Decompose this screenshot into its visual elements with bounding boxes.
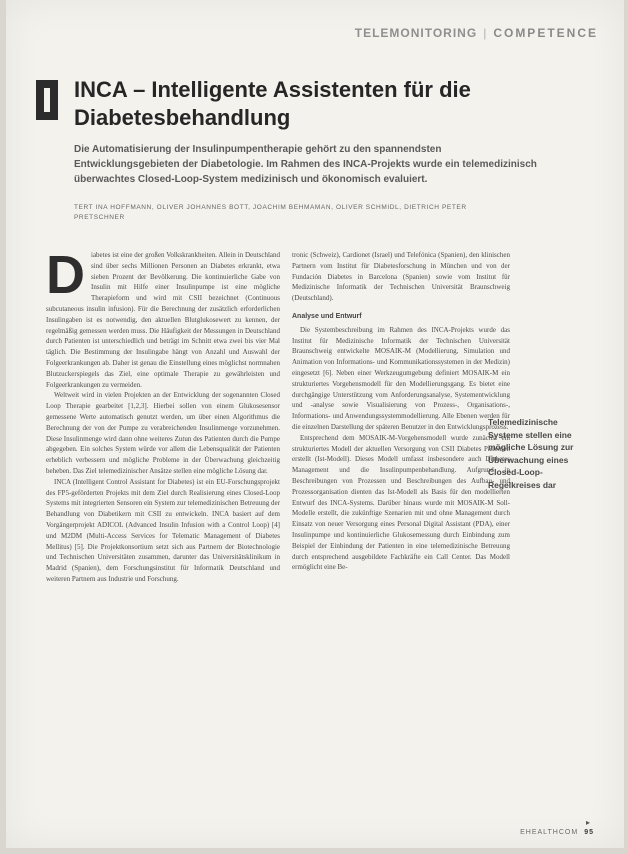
subheading-analysis: Analyse und Entwurf: [292, 312, 362, 320]
magazine-page: [6, 0, 624, 848]
header-kicker: TELEMONITORING: [354, 26, 478, 40]
right-paragraph-2: Die Systembeschreibung im Rahmen des INCA-Projekts wurde das Institut für Medizinische Informatik der Technischen Universität Braunschweig entwickelte MOSAIK-M (Modellierung, Simulation und Animation von Informations- und Kommunikationssystemen in der Medizin) eingesetzt [6]. Neben einer Werkzeugumgebung definiert MOSAIK-M ein strukturiertes Vorgehensmodell für den Modellierungsgang. Es bietet eine durchgängige Unterstützung vom Anforderungsanalyse, Systementwicklung und -analyse sowie Visualisierung von Prozess-, Organisations-, Informations- und Anwendungssystemmodellierung. Alle Ebenen werden für die einzelnen Darstellung der späteren Benutzer in den Entwicklungsprozess.: [292, 325, 510, 431]
right-paragraph-3: Entsprechend dem MOSAIK-M-Vorgehensmodell wurde zunächst ein strukturiertes Modell der aktuellen Versorgung von CSII Diabetes Patienten erstellt (Ist-Modell). Dieses Modell umfasst insbesondere auch Diabetes Management und die Insulinpumpenbehandlung. Aufgrund in Beschreibungen von Prozessen und Beschreibungen des Aufbau- und Prozessorganisation dienten das Ist-Modell als Basis für den modellierten Entwurf des INCA-Systems. Darüber hinaus wurde mit MOSAIK-M Soll-Modelle erstellt, die zukünftige Szenarien mit und ohne Management durch Einsatz von neuer Versorgung eines Personal Digital Assistant (PDA), einer Insulinpumpe und kontinuierliche Glukosemessung durch Einbindung zum Beispiel der Einbindung der Patienten in eine telemedizinische Betreuung durch entsprechend ausgebildete Fachkräfte ein Call Center. Das Modell ermöglicht eine Be-: [292, 433, 510, 572]
right-column: [292, 250, 510, 573]
page-number: 95: [584, 829, 594, 836]
left-paragraph-2: Weltweit wird in vielen Projekten an der Entwicklung der sogenannten Closed Loop Therapie gearbeitet [1,2,3]. Hierbei sollen von einem Glukosesensor gemessene Werte automatisch genutzt werden, um über einen Algorithmus die Berechnung der von der Pumpe zu verabreichenden Insulinmenge vorzunehmen. Diese Insulinmenge wird dann ohne weiteres Zutun des Patienten durch die Pumpe abgegeben. Ein solches System würde vor allem die Lebensqualität der Patienten erheblich verbessern und mögliche Probleme in der Überwachung gleichzeitig beheben. Das Ziel telemedizinischer Ansätze stellen eine mögliche Lösung dar.: [46, 391, 280, 475]
header-separator: |: [483, 26, 488, 40]
section-header: [355, 26, 598, 40]
article-authors: TERT INA HOFFMANN, OLIVER JOHANNES BOTT, JOACHIM BEHMAMAN, OLIVER SCHMIDL, DIETRICH PETER PRETSCHNER: [74, 204, 467, 221]
continue-arrow-icon: ▸: [586, 818, 591, 827]
right-paragraph-1: tronic (Schweiz), Cardionet (Israel) und Telefónica (Spanien), den klinischen Partnern vom Institut für Diabetesforschung in München und von der Fundación Diabetes in Barcelona (Spanien) sowie vom Institut für Medizinische Informatik der Technischen Universität Braunschweig (Deutschland).: [292, 251, 510, 303]
left-paragraph-3: INCA (Intelligent Control Assistant for Diabetes) ist ein EU-Forschungsprojekt des FP5-geförderten Projekts mit dem Ziel durch Realisierung eines Closed-Loop Systems mit integrierten Sensoren ein System zur telemedizinischen Betreuung der Behandlung von Diabetikern mit CSII zu entwickeln. INCA basiert auf dem Vorgängerprojekt ADICOL (Advanced Insulin Infusion with a Control Loop) [4] und M2DM (Multi-Access Services for Telematic Management of Diabetes Mellitus) [5]. Die Projektkonsortium setzt sich aus Partnern der Biotechnologie und Technischen Universitäten zusammen, darunter das Universitätsklinikum in Madrid (Spanien), dem Forschungsinstitut für Informatik Deutschland und weiteren Partnern aus Industrie und Forschung.: [46, 477, 280, 583]
page-footer: [520, 829, 594, 836]
article-lead: Die Automatisierung der Insulinpumpentherapie gehört zu den spannendsten Entwicklungsgebieten der Diabetologie. Im Rahmen des INCA-Projekts wurde ein telemedizinisch überwachtes Closed-Loop-System medizinisch und ökonomisch evaluiert.: [74, 144, 537, 185]
header-section: COMPETENCE: [493, 26, 598, 40]
footer-magazine: EHEALTHCOM: [520, 829, 579, 836]
pull-quote: Telemedizinische Systeme stellen eine mögliche Lösung zur Überwachung eines Closed-Loop-Regelkreises dar: [488, 417, 574, 490]
left-paragraph-1: iabetes ist eine der großen Volkskrankheiten. Allein in Deutschland sind über sechs Millionen Personen an Diabetes erkrankt, etwa sieben Prozent der Bevölkerung. Die kontinuierliche Gabe von Insulin mit Hilfe einer Insulinpumpe ist eine mögliche Therapieform und wird mit CSII bezeichnet (Continuous subcutaneous insulin infusion). Für die Berechnung der zusätzlich erforderlichen Insulingaben ist es notwendig, den aktuellen Blutglukosewert zu kennen, der regelmäßig gemessen werden muss. Die Häufigkeit der Messungen in Deutschland durch Patienten ist unterschiedlich und beträgt im Schnitt etwa zwei bis vier Mal täglich. Die Bestimmung der Insulingabe hängt von Anzahl und Auswahl der Folgeerkrankungen ab. Daher ist genau die Einstellung eines möglichst normnahen Blutzuckerspiegels das Ziel, eine optimale Therapie zu gewährleisten und Folgeerkrankungen zu vermeiden.: [46, 251, 280, 389]
left-column: [46, 245, 280, 585]
drop-cap: D: [46, 245, 85, 305]
article-title: INCA – Intelligente Assistenten für die Diabetesbehandlung: [74, 77, 471, 130]
title-bracket-icon: [36, 80, 58, 120]
